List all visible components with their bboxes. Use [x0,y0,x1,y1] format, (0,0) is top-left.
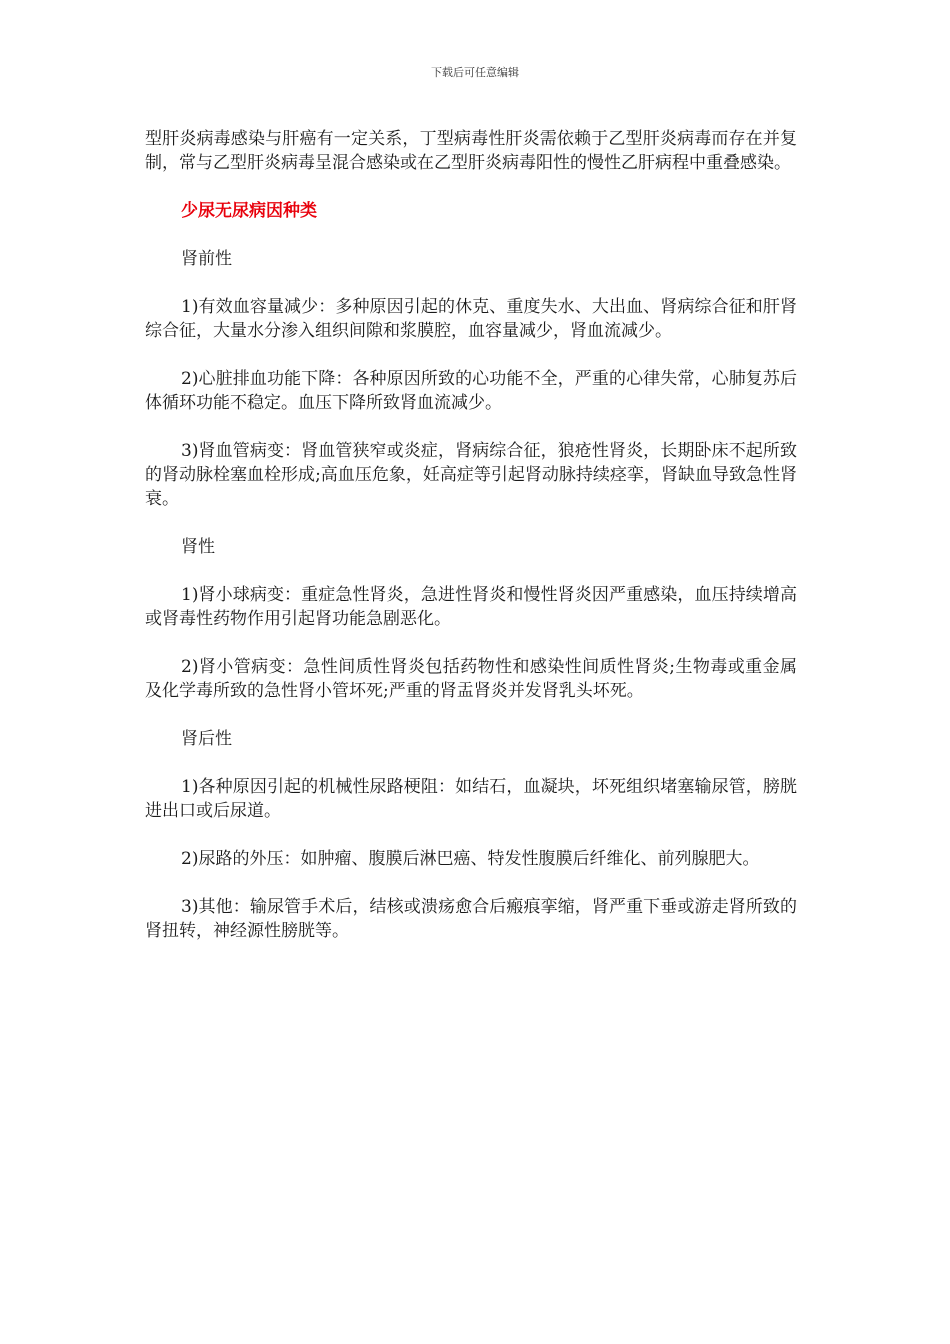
page-header: 下载后可任意编辑 [431,66,519,79]
subheading-renal: 肾性 [181,537,215,557]
subheading-postrenal: 肾后性 [181,729,232,749]
postrenal-item: 1)各种原因引起的机械性尿路梗阻：如结石，血凝块，坏死组织堵塞输尿管，膀胱进出口或后尿道。 [145,777,797,821]
renal-item: 2)肾小管病变：急性间质性肾炎包括药物性和感染性间质性肾炎;生物毒或重金属及化学毒所致的急性肾小管坏死;严重的肾盂肾炎并发肾乳头坏死。 [145,657,797,701]
postrenal-item: 2)尿路的外压：如肿瘤、腹膜后淋巴癌、特发性腹膜后纤维化、前列腺肥大。 [181,849,760,869]
subheading-prerenal: 肾前性 [181,249,232,269]
section-heading: 少尿无尿病因种类 [181,201,317,221]
renal-item: 1)肾小球病变：重症急性肾炎，急进性肾炎和慢性肾炎因严重感染，血压持续增高或肾毒性药物作用引起肾功能急剧恶化。 [145,585,797,629]
document-body [145,127,797,967]
postrenal-item: 3)其他：输尿管手术后，结核或溃疡愈合后瘢痕挛缩，肾严重下垂或游走肾所致的肾扭转，神经源性膀胱等。 [145,897,797,941]
intro-paragraph: 型肝炎病毒感染与肝癌有一定关系，丁型病毒性肝炎需依赖于乙型肝炎病毒而存在并复制，常与乙型肝炎病毒呈混合感染或在乙型肝炎病毒阳性的慢性乙肝病程中重叠感染。 [145,129,797,173]
prerenal-item: 2)心脏排血功能下降：各种原因所致的心功能不全，严重的心律失常，心肺复苏后体循环功能不稳定。血压下降所致肾血流减少。 [145,369,797,413]
prerenal-item: 1)有效血容量减少：多种原因引起的休克、重度失水、大出血、肾病综合征和肝肾综合征，大量水分渗入组织间隙和浆膜腔，血容量减少，肾血流减少。 [145,297,797,341]
prerenal-item: 3)肾血管病变：肾血管狭窄或炎症，肾病综合征，狼疮性肾炎，长期卧床不起所致的肾动脉栓塞血栓形成;高血压危象，妊高症等引起肾动脉持续痉挛，肾缺血导致急性肾衰。 [145,441,797,509]
